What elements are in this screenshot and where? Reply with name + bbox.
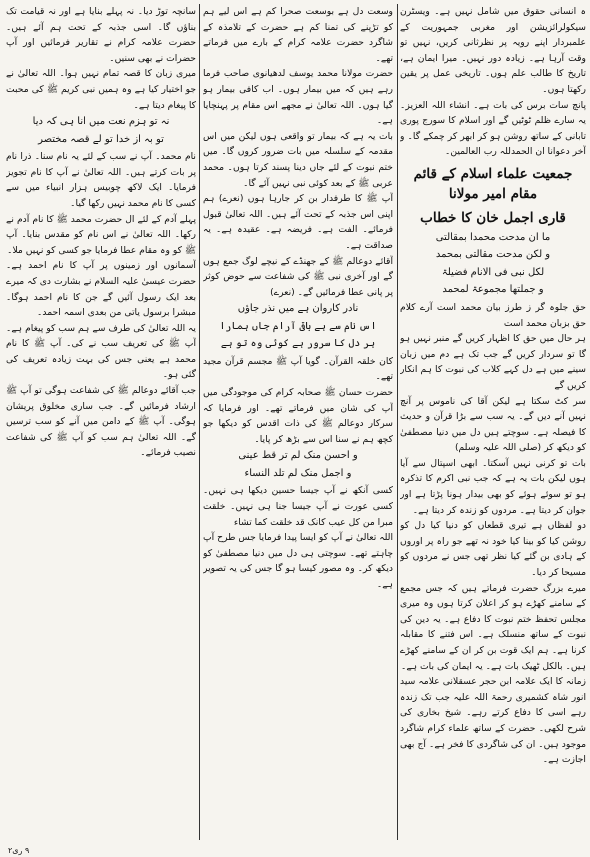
paragraph: نام محمد۔ آپ نے سب کے لئے یہ نام سنا۔ ذرا نام پر بات کرتے ہیں۔ اللہ تعالیٰ نے آپ کا نام تجویز فرمایا۔ ایک لاکھ چوبیس ہزار انبیاء میں سے کسی کا نام محمد نہیں رکھا گیا۔	[6, 151, 196, 209]
column-divider	[199, 4, 200, 840]
speech-headline-line-2: قاری اجمل خان کا خطاب	[420, 209, 566, 226]
paragraph: حضرت حسان ﷺ صحابہ کرام کی موجودگی میں آپ کی شان میں فرماتے تھے۔ اور فرمایا کہ سرکار دوعالم ﷺ کی ذات اقدس کو دیکھا جو کچھ ہم نے سنا اس سے بڑھ کر پایا۔	[203, 386, 393, 445]
verse-line: و احسن منک لم تر قط عینی	[238, 450, 358, 462]
verse-line: ہر دل کا سرور ہے کوئی وہ تو ہے	[220, 338, 376, 350]
paragraph: پانچ سات برس کی بات ہے۔ انشاء اللہ العزیز۔ یہ سارے ظلم ٹوٹیں گے اور اسلام کا سورج پوری تابانی کے ساتھ روشن ہو کر ابھر کر چمکے گا۔ و آخر دعوانا ان الحمدللہ رب العالمین۔	[400, 99, 586, 158]
paragraph: یہ اللہ تعالیٰ کی طرف سے ہم سب کو پیغام ہے۔ آپ ﷺ کی تعریف سب نے کی۔ آپ ﷺ کا نام محمد ہے یعنی جس کی بہت زیادہ تعریف کی گئی ہو۔	[6, 322, 196, 381]
paragraph: سانچہ توڑ دیا۔ نہ پہلے بنایا ہے اور نہ قیامت تک بناؤں گا۔ اسی جذبہ کے تحت ہم آئے ہیں۔ حضرت علامہ کرام نے تقاریر فرمائیں اور آپ حضرات نے بھی سنیں۔	[6, 6, 196, 64]
paragraph: ہر حال میں حق کا اظہار کریں گے منبر نہیں ہو گا تو سردار کریں گے جب تک ہے دم میں زبان سینے میں ہے دل کہے کلاب کی نبوت کا ہم انکار کریں گے	[400, 333, 586, 391]
paragraph: کسی آنکھ نے آپ جیسا حسین دیکھا ہی نہیں۔ کسی عورت نے آپ جیسا جنا ہی نہیں۔ خلقت مبرا من کل عیب کانک قد خلقت کما تشاء	[203, 485, 393, 528]
paragraph: وسعت دل ہے بوسعت صحرا کم ہے اس لیے ہم کو تڑپنے کی تمنا کم ہے حضرت کے تلامذہ کے شاگرد حضرت علامہ کرام کے بارے میں فرماتے تھے۔	[203, 6, 393, 64]
paragraph: جب آقائے دوعالم ﷺ کی شفاعت ہوگی تو آپ ﷺ ارشاد فرمائیں گے۔ جب ساری مخلوق پریشان ہوگی۔ آپ ﷺ کے دامن میں آنے کو سب ترسیں گے۔ اللہ تعالیٰ ہم سب کو آپ ﷺ کی شفاعت نصیب فرمائے۔	[6, 385, 196, 459]
paragraph: سر کٹ سکتا ہے لیکن آقا کی ناموس پر آنچ نہیں آنے دیں گے۔ یہ سب سے بڑا قرآن و حدیث کا فیصلہ ہے۔ سوچتے ہیں دل میں دنیا مصطفیٰ کو دیکھ کر (صلی اللہ علیہ وسلم)	[400, 395, 586, 454]
paragraph: پہلے آدم کے لئے ال حضرت محمد ﷺ کا نام آدم نے رکھا۔ اللہ تعالیٰ نے اس نام کو مقدس بنایا۔ آپ ﷺ کو وہ مقام عطا فرمایا جو کسی کو نہیں ملا۔	[6, 213, 196, 256]
paragraph: آپ ﷺ کا طرفدار بن کر جارہا ہوں (نعرے) ہم اپنی اس جذبہ کے تحت آئے ہیں۔ اللہ تعالیٰ قبول فرمائے۔ الفت ہے۔ فریضہ ہے۔ عقیدہ ہے۔ یہ صداقت ہے۔	[203, 193, 393, 251]
paragraph: آقائے دوعالم ﷺ کے جھنڈے کے نیچے لوگ جمع ہوں گے اور آخری نبی ﷺ کی شفاعت سے حوض کوثر پر پانی عطا فرمائیں گے۔ (نعرے)	[203, 255, 393, 298]
paragraph: زمانہ کا ایک علامہ ابن حجر عسقلانی علامہ سید انور شاہ کشمیری رحمۃ اللہ علیہ جب تک زندہ رہے اسی کا دفاع کرتے رہے۔ شیخ بخاری کی شرح لکھی۔ حضرت کے ساتھ علماء کرام شاگرد موجود ہیں۔ ان کی شاگردی کا فخر ہے۔ آج بھی اجازت ہے۔	[400, 676, 586, 766]
paragraph: بات تو کرنی نہیں آسکتا۔ ابھی اسپتال سے آیا ہوں لیکن بات یہ ہے کہ جب نبی اکرم کا تذکرہ ہو تو سوئے ہوئے کو بھی بیدار ہونا پڑتا ہے اور جوان کر دیتا ہے۔ مردوں کو زندہ کر دیتا ہے۔	[400, 457, 586, 516]
verse-line: و جملتھا مجموعۃ لمحمد	[442, 284, 544, 296]
verse-line: و اجمل منک لم تلد النساء	[244, 467, 352, 479]
column-left	[6, 4, 196, 844]
column-divider	[397, 4, 398, 840]
verse-line: لکل نبی فی الانام فضیلۃ	[441, 266, 545, 278]
paragraph: میرے بزرگ حضرت فرماتے ہیں کہ جس مجمع کے سامنے کھڑے ہو کر اعلان کرتا ہوں وہ میری مجلس تحفظ ختم نبوت کا دفاع ہے۔ یہ دین کی نبوت کے ساتھ منسلک ہے۔ اس فتنے کا مقابلہ کرنا ہے۔ ہم ایک قوت بن کر ان کے سامنے کھڑے ہیں۔ بالکل ٹھیک بات ہے۔ یہ ایمان کی بات ہے۔	[400, 582, 586, 672]
verse-line: اس نام سے ہے باقی آرام جاں ہمارا	[219, 320, 377, 332]
verse-line: نادر کاروان ہے میں نذر جاؤں	[237, 303, 359, 315]
verse-line: تو بہ از خدا تو لے قصہ مختصر	[38, 133, 164, 145]
column-middle	[203, 4, 393, 844]
paragraph: دو لفظاں ہے تیری قطعاں کو دنیا کیا دل کو روشن کیا کو بینا کیا خود نہ تھے جو راہ پر اوروں کے ہادی بن گئے کیا نظر تھی جس نے مردوں کو مسیحا کر دیا۔	[400, 520, 586, 579]
verse-line: نہ تو ہزم نعت میں انا ہی کہ دیا	[32, 116, 170, 128]
paragraph: اللہ تعالیٰ نے آپ کو ایسا پیدا فرمایا جس طرح آپ چاہتے تھے۔ سوچتی ہی دل میں دنیا مصطفیٰ کو دیکھ کر۔ وہ مصور کیسا ہو گا جس کی یہ تصویر ہے۔	[203, 532, 393, 590]
paragraph: ہ انسانی حقوق میں شامل نہیں ہے۔ ویسٹرن سیکولرائزیشن اور مغربی جمہوریت کے علمبردار اپنے رویہ پر نظرثانی کریں، نہیں تو وقت آرہا ہے۔ زیادہ دور نہیں۔ میرا ایمان ہے، تاریخ کا طالب علم ہوں۔ تاریخی عمل پر یقین رکھتا ہوں۔	[400, 6, 586, 95]
paragraph: میری زبان کا قصہ تمام نہیں ہوا۔ اللہ تعالیٰ نے جو اختیار کیا ہے وہ ہمیں نبی کریم ﷺ کی محبت کا پیغام دیتا ہے۔	[6, 68, 196, 111]
paragraph: آسمانوں اور زمینوں پر آپ کا نام احمد ہے۔ حضرت عیسیٰ علیہ السلام نے بشارت دی کہ میرے بعد ایک رسول آئیں گے جن کا نام احمد ہوگا۔ مبشرا برسول یاتی من بعدی اسمہ احمد۔	[6, 260, 196, 319]
verse-line: و لکن مدحت مقالتی بمحمد	[435, 249, 551, 261]
page-folio: ۹ ری۲	[8, 846, 30, 855]
column-right	[400, 4, 586, 844]
paragraph: حضرت مولانا محمد یوسف لدھیانوی صاحب فرما رہے ہیں کہ میں بیمار ہوں۔ اب کافی بیمار ہو گیا ہوں۔ اللہ تعالیٰ نے مجھے اس مقام پر پہنچایا ہے۔	[203, 68, 393, 127]
paragraph: بات یہ ہے کہ بیمار تو واقعی ہوں لیکن میں اس مقدمہ کے سلسلہ میں بات ضرور کروں گا۔ میں ختم نبوت کے لئے جاں دینا پسند کرتا ہوں۔ محمد عربی ﷺ کے بعد کوئی نبی نہیں آئے گا۔	[203, 130, 393, 189]
paragraph: کان خلقہ القرآن۔ گویا آپ ﷺ مجسم قرآن مجید تھے۔	[203, 355, 393, 383]
verse-line: ما ان مدحت محمدا بمقالتی	[435, 231, 551, 243]
paragraph: حق جلوہ گر ز طرز بیان محمد است آرے کلام حق بزبان محمد است	[400, 301, 586, 329]
speech-headline-line-1: جمعیت علماء اسلام کے قائم مقام امیر مولانا	[413, 165, 573, 202]
